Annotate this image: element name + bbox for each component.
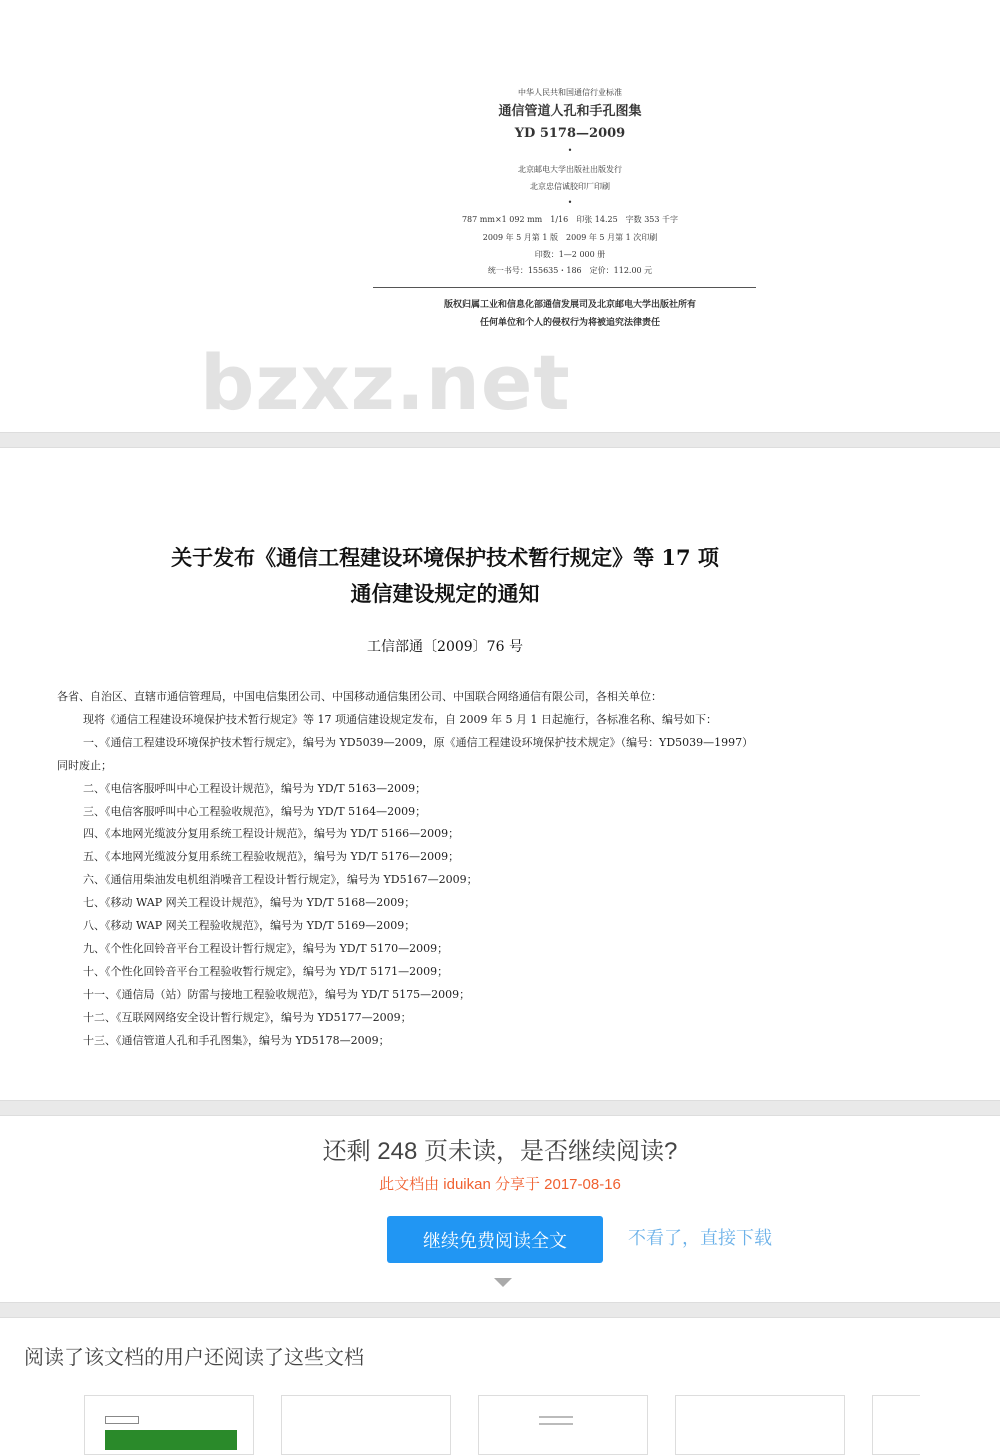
- related-doc-thumbnail[interactable]: [478, 1395, 648, 1455]
- standard-label: 中华人民共和国通信行业标准: [518, 88, 622, 97]
- direct-download-link[interactable]: 不看了，直接下载: [628, 1228, 772, 1248]
- dot: •: [567, 198, 573, 207]
- related-doc-thumbnail[interactable]: [872, 1395, 920, 1455]
- isbn-price: 统一书号：155635・186 定价：112.00 元: [487, 266, 653, 275]
- continue-reading-button[interactable]: 继续免费阅读全文: [387, 1216, 603, 1263]
- notice-line: 同时废止；: [57, 758, 112, 772]
- page-separator: [0, 1100, 1000, 1116]
- notice-line: 二、《电信客服呼叫中心工程设计规范》，编号为 YD/T 5163—2009；: [83, 781, 427, 795]
- document-page-2: [0, 448, 1000, 1100]
- doc-number: 工信部通〔2009〕76 号: [367, 639, 523, 655]
- notice-line: 六、《通信用柴油发电机组消噪音工程设计暂行规定》，编号为 YD5167—2009；: [83, 873, 478, 887]
- notice-line: 十二、《互联网网络安全设计暂行规定》，编号为 YD5177—2009；: [83, 1010, 412, 1024]
- notice-title: 关于发布《通信工程建设环境保护技术暂行规定》等 17 项: [171, 545, 719, 570]
- page-separator: [0, 1302, 1000, 1318]
- copyright-line: 版权归属工业和信息化部通信发展司及北京邮电大学出版社所有: [443, 300, 696, 310]
- copyright-line: 任何单位和个人的侵权行为将被追究法律责任: [479, 318, 660, 328]
- specs: 787 mm×1 092 mm 1/16 印张 14.25 字数 353 千字: [461, 215, 679, 224]
- notice-line: 八、《移动 WAP 网关工程验收规范》，编号为 YD/T 5169—2009；: [83, 919, 416, 932]
- notice-title: 通信建设规定的通知: [350, 581, 540, 606]
- notice-line: 九、《个性化回铃音平台工程设计暂行规定》，编号为 YD/T 5170—2009；: [83, 941, 449, 955]
- thumb-banner: [105, 1430, 237, 1450]
- book-title: 通信管道人孔和手孔图集: [498, 104, 642, 119]
- notice-line: 十一、《通信局（站）防雷与接地工程验收规范》，编号为 YD/T 5175—2009；: [83, 987, 471, 1001]
- related-doc-thumbnail[interactable]: [281, 1395, 451, 1455]
- notice-line: 五、《本地网光缆波分复用系统工程验收规范》，编号为 YD/T 5176—2009；: [83, 850, 460, 864]
- print-count: 印数：1—2 000 册: [534, 250, 606, 259]
- watermark: bzxz.net: [200, 338, 571, 427]
- edition: 2009 年 5 月第 1 版 2009 年 5 月第 1 次印刷: [482, 233, 658, 242]
- chevron-down-icon[interactable]: [494, 1278, 512, 1287]
- thumb-text: [539, 1416, 573, 1418]
- printer: 北京忠信诚胶印厂印刷: [530, 182, 610, 191]
- divider: [373, 287, 756, 288]
- dot: •: [567, 146, 573, 155]
- thumb-text: [539, 1423, 573, 1425]
- related-heading: 阅读了该文档的用户还阅读了这些文档: [24, 1347, 364, 1369]
- related-documents: [0, 1318, 1000, 1434]
- notice-line: 各省、自治区、直辖市通信管理局，中国电信集团公司、中国移动通信集团公司、中国联合网络通信有限公司，各相关单位：: [57, 690, 662, 703]
- notice-line: 三、《电信客服呼叫中心工程验收规范》，编号为 YD/T 5164—2009；: [83, 804, 427, 818]
- notice-line: 一、《通信工程建设环境保护技术暂行规定》，编号为 YD5039—2009，原《通信工程建设环境保护技术规定》（编号：YD5039—1997）: [83, 735, 754, 749]
- related-doc-thumbnail[interactable]: [84, 1395, 254, 1455]
- thumb-logo: [105, 1416, 139, 1424]
- related-doc-thumbnail[interactable]: [675, 1395, 845, 1455]
- notice-line: 十三、《通信管道人孔和手孔图集》，编号为 YD5178—2009；: [83, 1033, 390, 1047]
- remaining-pages-title: 还剩 248 页未读，是否继续阅读?: [322, 1138, 678, 1165]
- standard-code: YD 5178—2009: [514, 126, 626, 141]
- continue-reading-panel: [0, 1116, 1000, 1302]
- page-separator: [0, 432, 1000, 448]
- notice-line: 四、《本地网光缆波分复用系统工程设计规范》，编号为 YD/T 5166—2009；: [83, 827, 460, 841]
- share-info: 此文档由 iduikan 分享于 2017-08-16: [379, 1176, 621, 1193]
- notice-line: 七、《移动 WAP 网关工程设计规范》，编号为 YD/T 5168—2009；: [83, 896, 416, 910]
- notice-line: 十、《个性化回铃音平台工程验收暂行规定》，编号为 YD/T 5171—2009；: [83, 964, 449, 978]
- publisher: 北京邮电大学出版社出版发行: [518, 165, 622, 174]
- document-page-1: [0, 0, 1000, 432]
- notice-line: 现将《通信工程建设环境保护技术暂行规定》等 17 项通信建设规定发布，自 2009 年 5 月 1 日起施行，各标准名称、编号如下：: [83, 712, 717, 726]
